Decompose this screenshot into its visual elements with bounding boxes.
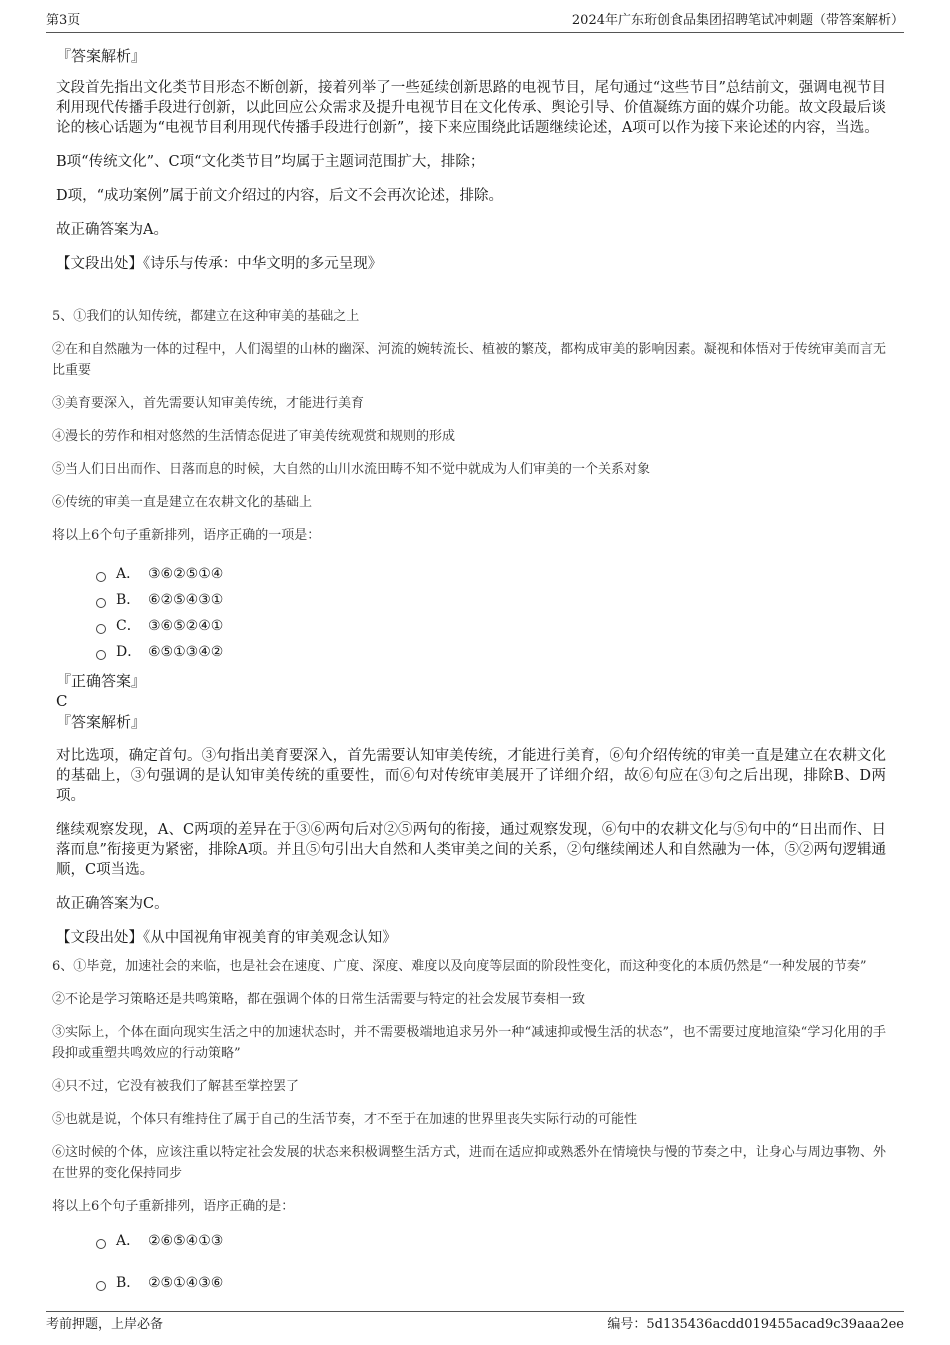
analysis-paragraph: D项，“成功案例”属于前文介绍过的内容，后文不会再次论述，排除。 xyxy=(56,188,503,204)
question-line: 6、①毕竟，加速社会的来临，也是社会在速度、广度、深度、难度以及向度等层面的阶段性变化，而这种变化的本质仍然是“一种发展的节奏” xyxy=(52,959,867,974)
document-id: 编号：5d135436acdd019455acad9c39aaa2ee xyxy=(607,1317,904,1332)
question-prompt: 将以上6个句子重新排列，语序正确的是： xyxy=(52,1199,295,1214)
option-a[interactable] xyxy=(92,564,886,584)
analysis-paragraph: 继续观察发现，A、C两项的差异在于③⑥两句后对②⑤两句的衔接，通过观察发现，⑥句中的农耕文化与⑤句中的“日出而作、日落而息”衔接更为紧密，排除A项。并且⑤句引出大自然和人类审美之间的关系，②句继续阐述人和自然融为一体，⑤②两句逻辑通顺，C项当选。 xyxy=(56,822,886,878)
question-line: ②在和自然融为一体的过程中，人们渴望的山林的幽深、河流的婉转流长、植被的繁茂，都构成审美的影响因素。凝视和体悟对于传统审美而言无比重要 xyxy=(52,342,886,378)
option-letter: A． xyxy=(116,566,141,582)
radio-icon[interactable] xyxy=(96,624,106,634)
option-text: ⑥⑤①③④② xyxy=(148,644,224,660)
option-b[interactable] xyxy=(92,1273,886,1293)
analysis-paragraph: 故正确答案为A。 xyxy=(56,222,168,238)
answer-value: C xyxy=(56,692,68,710)
analysis-paragraph: B项“传统文化”、C项“文化类节目”均属于主题词范围扩大，排除； xyxy=(56,154,485,170)
question-line: ③美育要深入，首先需要认知审美传统，才能进行美育 xyxy=(52,396,365,411)
question-line: ②不论是学习策略还是共鸣策略，都在强调个体的日常生活需要与特定的社会发展节奏相一致 xyxy=(52,992,586,1007)
question-line: ④漫长的劳作和相对悠然的生活情态促进了审美传统观赏和规则的形成 xyxy=(52,429,456,444)
page-number: 第3页 xyxy=(46,13,81,28)
option-b[interactable] xyxy=(92,590,886,610)
option-letter: A． xyxy=(116,1233,141,1249)
question-line: ⑤当人们日出而作、日落而息的时候，大自然的山川水流田畴不知不觉中就成为人们审美的一个关系对象 xyxy=(52,462,651,477)
question-line: ⑥传统的审美一直是建立在农耕文化的基础上 xyxy=(52,495,313,510)
analysis-paragraph: 文段首先指出文化类节目形态不断创新，接着列举了一些延续创新思路的电视节目，尾句通过“这些节目”总结前文，强调电视节目利用现代传播手段进行创新，以此回应公众需求及提升电视节目在文化传承、舆论引导、价值凝练方面的媒介功能。故文段最后谈论的核心话题为“电视节目利用现代传播手段进行创新”，接下来应围绕此话题继续论述，A项可以作为接下来论述的内容，当选。 xyxy=(56,80,886,136)
option-text: ②⑥⑤④①③ xyxy=(148,1233,224,1249)
option-c[interactable] xyxy=(92,616,886,636)
options-list xyxy=(92,564,886,662)
radio-icon[interactable] xyxy=(96,650,106,660)
radio-icon[interactable] xyxy=(96,598,106,608)
question-5 xyxy=(52,300,886,948)
question-prompt: 将以上6个句子重新排列，语序正确的一项是： xyxy=(52,528,321,543)
question-line: ③实际上，个体在面向现实生活之中的加速状态时，并不需要极端地追求另外一种“减速抑或慢生活的状态”，也不需要过度地渲染“学习化用的手段抑或重塑共鸣效应的行动策略” xyxy=(52,1025,886,1061)
option-text: ③⑥②⑤①④ xyxy=(148,566,224,582)
q4-analysis xyxy=(56,46,886,274)
option-letter: C． xyxy=(116,618,141,634)
question-line: 5、①我们的认知传统，都建立在这种审美的基础之上 xyxy=(52,309,360,324)
option-letter: B． xyxy=(116,1275,141,1291)
radio-icon[interactable] xyxy=(96,1281,106,1291)
question-line: ④只不过，它没有被我们了解甚至掌控罢了 xyxy=(52,1079,300,1094)
analysis-title: 『答案解析』 xyxy=(56,713,147,731)
document-title: 2024年广东珩创食品集团招聘笔试冲刺题（带答案解析） xyxy=(571,13,904,28)
option-letter: B． xyxy=(116,592,141,608)
radio-icon[interactable] xyxy=(96,1239,106,1249)
option-letter: D． xyxy=(116,644,142,660)
option-text: ③⑥⑤②④① xyxy=(148,618,224,634)
question-line: ⑥这时候的个体，应该注重以特定社会发展的状态来积极调整生活方式，进而在适应抑或熟悉外在情境快与慢的节奏之中，让身心与周边事物、外在世界的变化保持同步 xyxy=(52,1145,886,1181)
option-d[interactable] xyxy=(92,642,886,662)
page-footer xyxy=(46,1311,904,1338)
analysis-title: 『答案解析』 xyxy=(56,47,147,65)
question-6 xyxy=(52,956,886,1293)
passage-source: 【文段出处】《从中国视角审视美育的审美观念认知》 xyxy=(56,930,397,946)
passage-source: 【文段出处】《诗乐与传承：中华文明的多元呈现》 xyxy=(56,256,383,272)
question-line: ⑤也就是说，个体只有维持住了属于自己的生活节奏，才不至于在加速的世界里丧失实际行动的可能性 xyxy=(52,1112,638,1127)
options-list xyxy=(92,1231,886,1293)
analysis-paragraph: 对比选项，确定首句。③句指出美育要深入，首先需要认知审美传统，才能进行美育，⑥句介绍传统的审美一直是建立在农耕文化的基础上，③句强调的是认知审美传统的重要性，而⑥句对传统审美展开了详细介绍，故⑥句应在③句之后出现，排除B、D两项。 xyxy=(56,748,886,804)
page-content xyxy=(52,46,886,1303)
answer-title: 『正确答案』 xyxy=(56,672,147,690)
option-text: ⑥②⑤④③① xyxy=(148,592,224,608)
page-header xyxy=(46,12,904,33)
option-text: ②⑤①④③⑥ xyxy=(148,1275,224,1291)
option-a[interactable] xyxy=(92,1231,886,1251)
radio-icon[interactable] xyxy=(96,572,106,582)
analysis-paragraph: 故正确答案为C。 xyxy=(56,896,169,912)
footer-slogan: 考前押题，上岸必备 xyxy=(46,1317,164,1332)
